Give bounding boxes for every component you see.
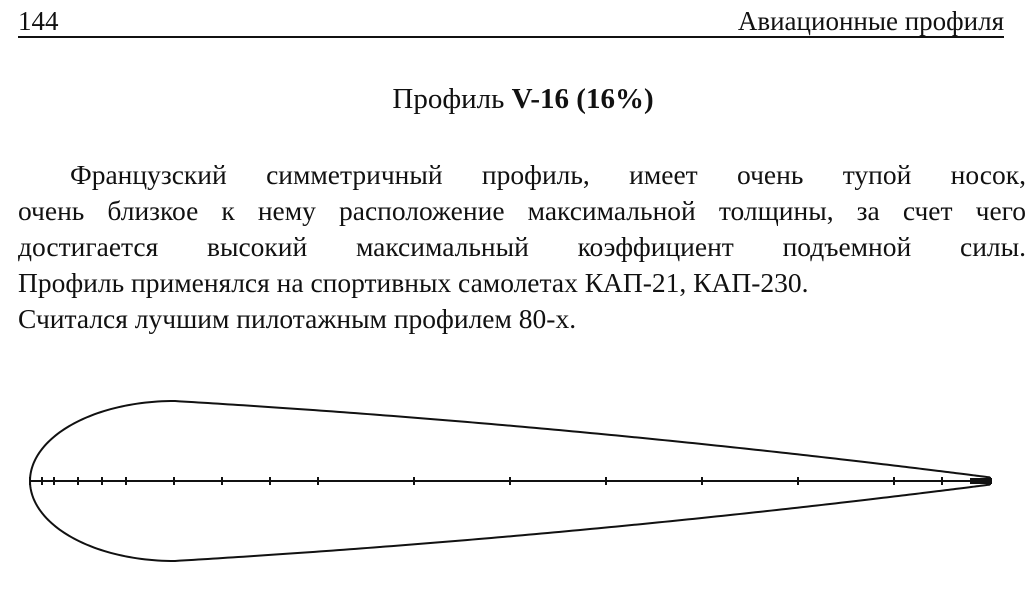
airfoil-figure [0, 385, 1030, 575]
description-paragraph [18, 157, 1026, 337]
paragraph-line: очень близкое к нему расположение максимальной толщины, за счет чего [18, 195, 1026, 226]
airfoil-lower-surface [30, 481, 990, 561]
airfoil-drawing [0, 385, 1030, 575]
paragraph-line: достигается высокий максимальный коэффициент подъемной силы. [18, 231, 1026, 262]
trailing-edge-mark [970, 478, 992, 484]
paragraph-line: Французский симметричный профиль, имеет очень тупой носок, [70, 159, 1026, 190]
section-title [0, 82, 1030, 116]
section-title-prefix: Профиль [392, 83, 512, 115]
running-title: Авиационные профиля [737, 6, 1004, 36]
page-number: 144 [18, 6, 59, 36]
airfoil-upper-surface [30, 401, 990, 481]
page-header [18, 6, 1004, 38]
paragraph-line: Считался лучшим пилотажным профилем 80-х. [18, 303, 577, 334]
section-title-profile-name: V-16 (16%) [511, 83, 654, 115]
paragraph-line: Профиль применялся на спортивных самолетах КАП-21, КАП-230. [18, 267, 809, 298]
